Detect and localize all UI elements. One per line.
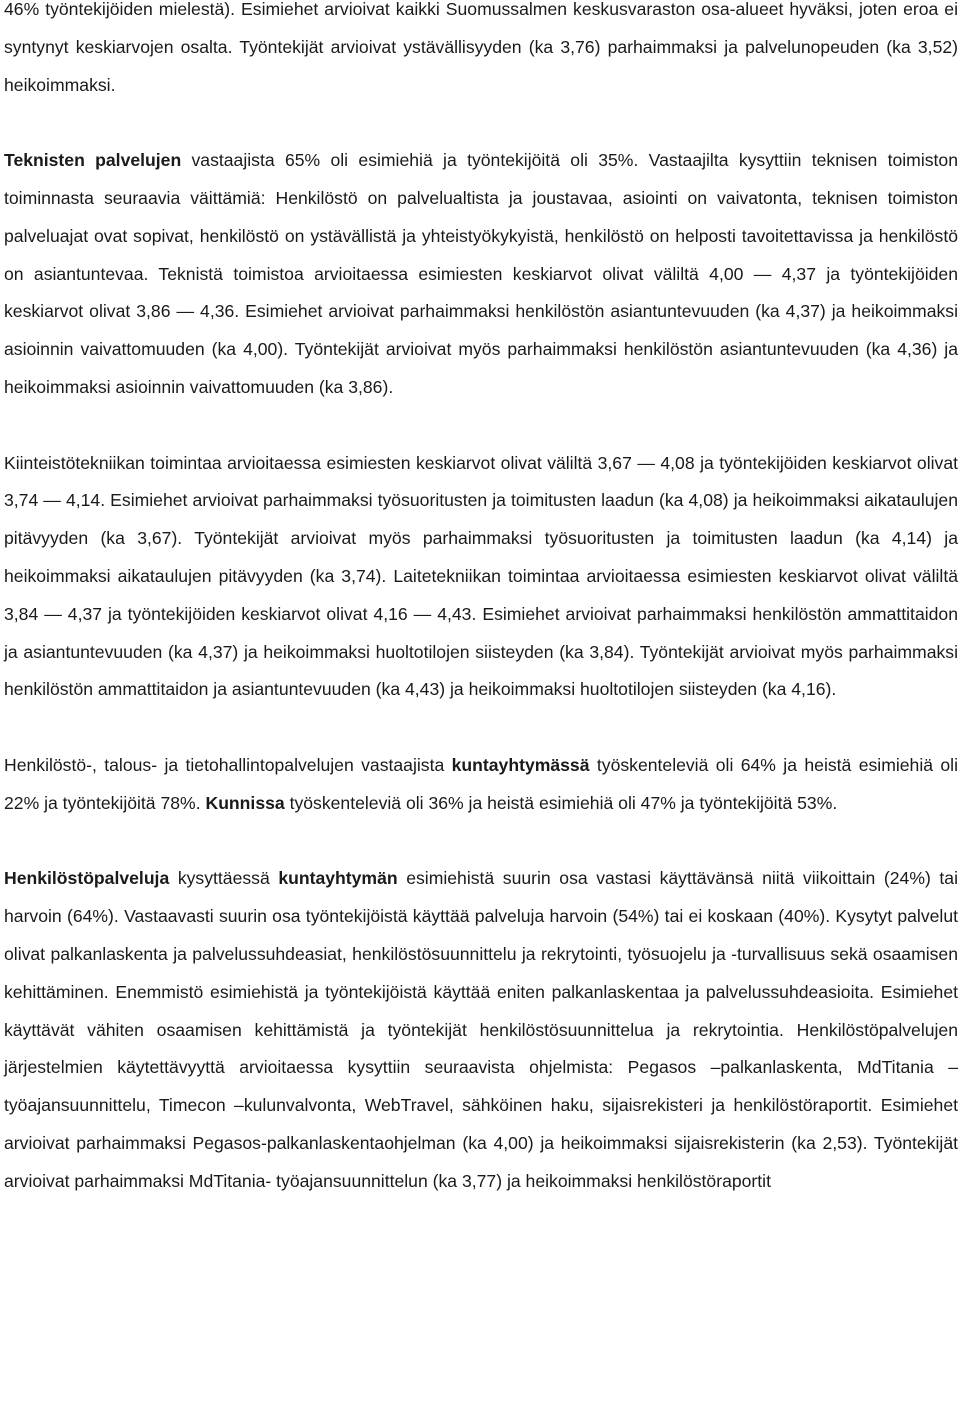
bold-term: kuntayhtymän <box>278 868 398 889</box>
paragraph-gap <box>4 709 958 747</box>
paragraph-gap <box>4 104 958 142</box>
document-page <box>4 0 958 1201</box>
paragraph-gap <box>4 407 958 445</box>
bold-term: Teknisten palvelujen <box>4 150 182 171</box>
bold-term: kuntayhtymässä <box>451 754 590 775</box>
paragraph-text: kysyttäessä <box>169 868 279 889</box>
paragraph-hallintopalvelut <box>4 747 958 823</box>
paragraph-text: 46% työntekijöiden mielestä). Esimiehet arvioivat kaikki Suomussalmen keskusvaraston osa-alueet hyväksi, joten eroa ei syntynyt keskiarvojen osalta. Työntekijät arvioivat ystävällisyyden (ka 3,76) parhaimmaksi ja palvelunopeuden (ka 3,52) heikoimmaksi. <box>4 0 958 95</box>
paragraph-text: työskenteleviä oli 36% ja heistä esimiehiä oli 47% ja työntekijöitä 53%. <box>284 792 838 813</box>
paragraph-text: Henkilöstö-, talous- ja tietohallintopalvelujen vastaajista <box>4 754 452 775</box>
paragraph-gap <box>4 823 958 861</box>
bold-term: Kunnissa <box>205 792 285 813</box>
paragraph-keskusvarasto <box>4 0 958 104</box>
paragraph-kiinteistotekniikka <box>4 445 958 710</box>
paragraph-text: esimiehistä suurin osa vastasi käyttävänsä niitä viikoittain (24%) tai harvoin (64%). Vastaavasti suurin osa työntekijöistä käyttää palveluja harvoin (54%) tai ei koskaan (40%). Kysytyt palvelut olivat palkanlaskenta ja palvelussuhdeasiat, henkilöstösuunnittelu ja rekrytointi, työsuojelu ja -turvallisuus sekä osaamisen kehittäminen. Enemmistö esimiehistä ja työntekijöistä käyttää eniten palkanlaskentaa ja palvelussuhdeasioita. Esimiehet käyttävät vähiten osaamisen kehittämistä ja työntekijät henkilöstösuunnittelua ja rekrytointia. Henkilöstöpalvelujen järjestelmien käytettävyyttä arvioitaessa kysyttiin seuraavista ohjelmista: Pegasos –palkanlaskenta, MdTitania –työajansuunnittelu, Timecon –kulunvalvonta, WebTravel, sähköinen haku, sijaisrekisteri ja henkilöstöraportit. Esimiehet arvioivat parhaimmaksi Pegasos-palkanlaskentaohjelman (ka 4,00) ja heikoimmaksi sijaisrekisterin (ka 2,53). Työntekijät arvioivat parhaimmaksi MdTitania- työajansuunnittelun (ka 3,77) ja heikoimmaksi henkilöstöraportit <box>4 868 958 1191</box>
paragraph-text: Kiinteistötekniikan toimintaa arvioitaessa esimiesten keskiarvot olivat väliltä 3,67 — 4,08 ja työntekijöiden keskiarvot olivat 3,74 — 4,14. Esimiehet arvioivat parhaimmaksi työsuoritusten ja toimitusten laadun (ka 4,08) ja heikoimmaksi aikataulujen pitävyyden (ka 3,67). Työntekijät arvioivat myös parhaimmaksi työsuoritusten ja toimitusten laadun (ka 4,14) ja heikoimmaksi aikataulujen pitävyyden (ka 3,74). Laitetekniikan toimintaa arvioitaessa esimiesten keskiarvot olivat väliltä 3,84 — 4,37 ja työntekijöiden keskiarvot olivat 4,16 — 4,43. Esimiehet arvioivat parhaimmaksi henkilöstön ammattitaidon ja asiantuntevuuden (ka 4,37) ja heikoimmaksi huoltotilojen siisteyden (ka 3,84). Työntekijät arvioivat myös parhaimmaksi henkilöstön ammattitaidon ja asiantuntevuuden (ka 4,43) ja heikoimmaksi huoltotilojen siisteyden (ka 4,16). <box>4 452 958 700</box>
bold-term: Henkilöstöpalveluja <box>4 868 170 889</box>
paragraph-text: työskenteleviä oli 64% ja heistä esimiehiä oli 22% ja työntekijöitä 78%. <box>4 754 958 813</box>
paragraph-henkilostopalvelut <box>4 860 958 1200</box>
paragraph-tekniset-palvelut <box>4 142 958 407</box>
paragraph-text: vastaajista 65% oli esimiehiä ja työntekijöitä oli 35%. Vastaajilta kysyttiin teknisen toimiston toiminnasta seuraavia väittämiä: Henkilöstö on palvelualtista ja joustavaa, asiointi on vaivatonta, teknisen toimiston palveluajat ovat sopivat, henkilöstö on ystävällistä ja yhteistyökykyistä, henkilöstö on helposti tavoitettavissa ja henkilöstö on asiantuntevaa. Teknistä toimistoa arvioitaessa esimiesten keskiarvot olivat väliltä 4,00 — 4,37 ja työntekijöiden keskiarvot olivat 3,86 — 4,36. Esimiehet arvioivat parhaimmaksi henkilöstön asiantuntevuuden (ka 4,37) ja heikoimmaksi asioinnin vaivattomuuden (ka 4,00). Työntekijät arvioivat myös parhaimmaksi henkilöstön asiantuntevuuden (ka 4,36) ja heikoimmaksi asioinnin vaivattomuuden (ka 3,86). <box>4 150 958 397</box>
